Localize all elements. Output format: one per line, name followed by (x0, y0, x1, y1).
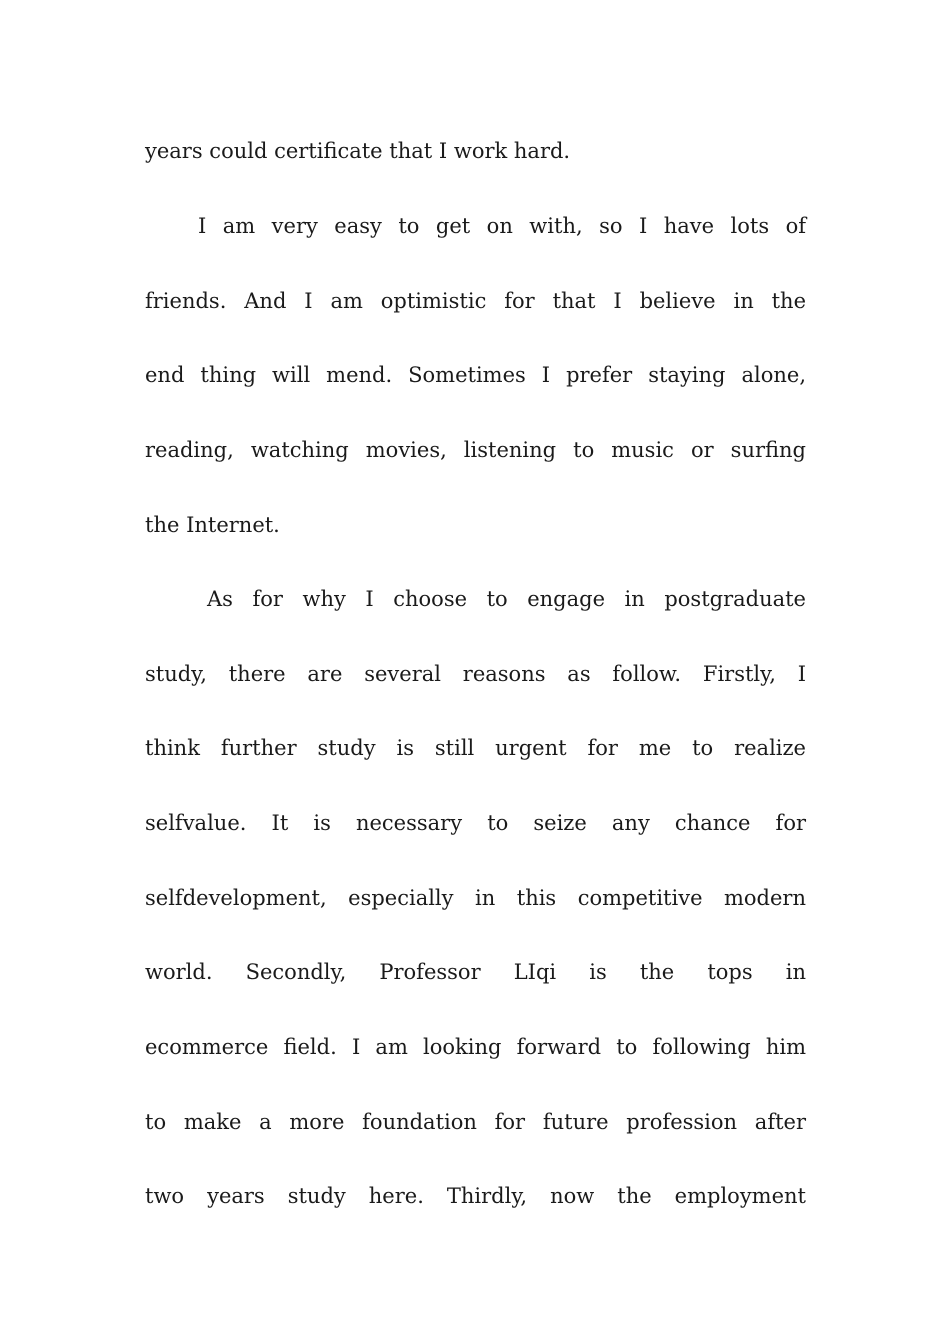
text-line: end thing will mend. Sometimes I prefer staying alone, (145, 363, 806, 387)
text-line: I am very easy to get on with, so I have lots of (198, 214, 806, 238)
text-line: years could certificate that I work hard. (145, 139, 571, 163)
text-line: study, there are several reasons as follow. Firstly, I (145, 662, 806, 686)
text-line: world. Secondly, Professor LIqi is the tops in (145, 960, 806, 984)
text-line: friends. And I am optimistic for that I believe in the (145, 289, 806, 313)
text-line: reading, watching movies, listening to music or surfing (145, 438, 806, 462)
text-line: As for why I choose to engage in postgraduate (207, 587, 806, 611)
text-line: two years study here. Thirdly, now the employment (145, 1184, 806, 1208)
text-line: to make a more foundation for future profession after (145, 1110, 806, 1134)
text-line: the Internet. (145, 513, 280, 537)
text-line: selfdevelopment, especially in this competitive modern (145, 886, 806, 910)
text-line: ecommerce field. I am looking forward to following him (145, 1035, 806, 1059)
text-line: selfvalue. It is necessary to seize any chance for (145, 811, 806, 835)
text-line: think further study is still urgent for me to realize (145, 736, 806, 760)
